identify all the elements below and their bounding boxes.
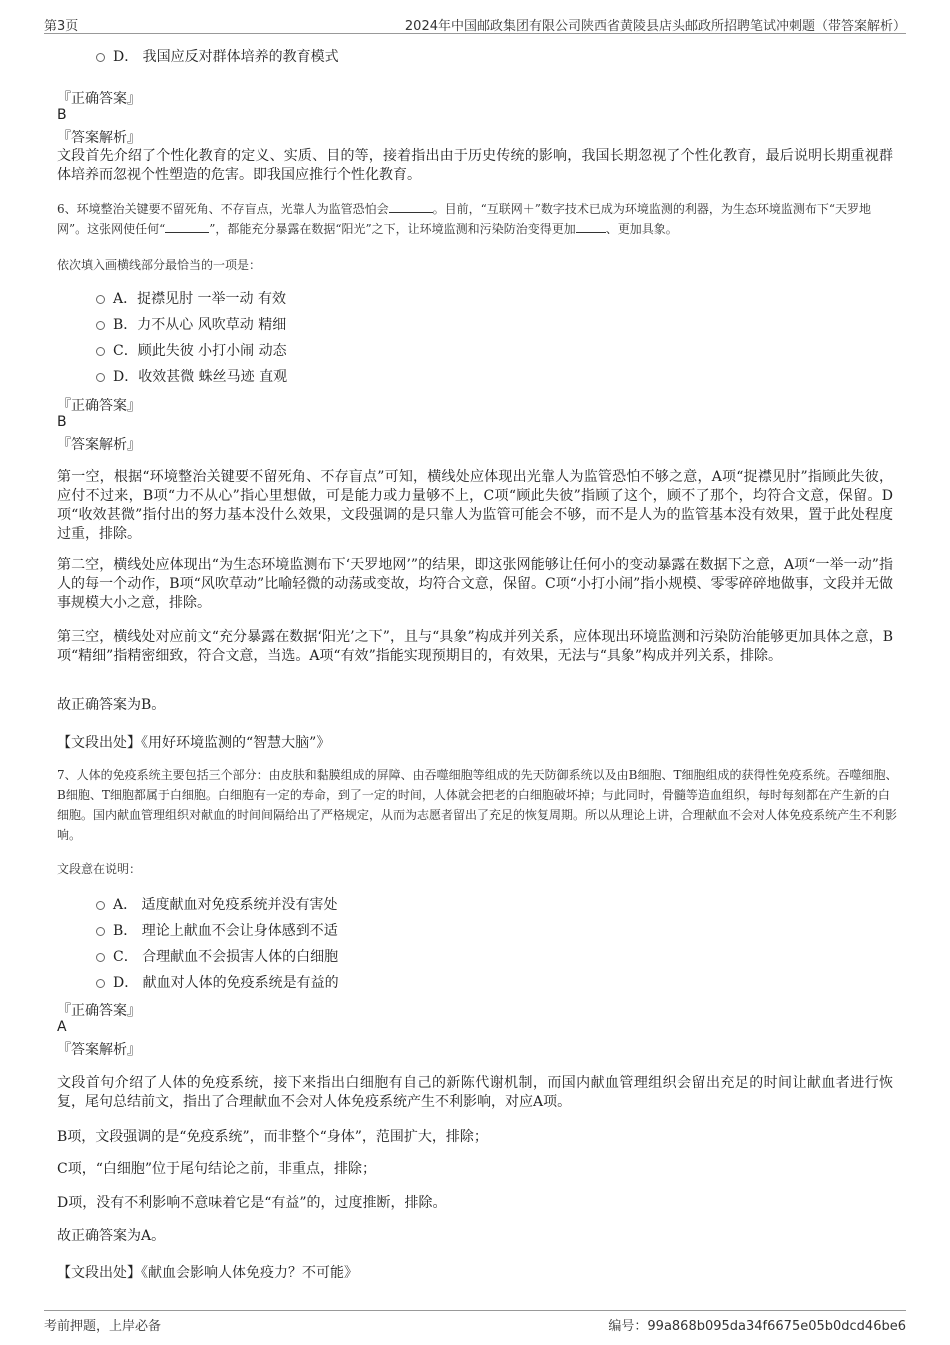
q6-option-a[interactable] xyxy=(96,290,286,308)
q5-analysis-text: 文段首先介绍了个性化教育的定义、实质、目的等，接着指出由于历史传统的影响，我国长期忽视了个性化教育，最后说明长期重视群体培养而忽视个性塑造的危害。即我国应推行个性化教育。 xyxy=(57,148,893,183)
radio-icon[interactable] xyxy=(96,927,105,936)
radio-icon[interactable] xyxy=(96,979,105,988)
q5-correct-label: 『正确答案』 xyxy=(57,91,141,107)
q6-correct-label: 『正确答案』 xyxy=(57,398,141,414)
radio-icon[interactable] xyxy=(96,901,105,910)
page-header xyxy=(44,13,906,34)
option-text: B．力不从心 风吹草动 精细 xyxy=(113,317,287,333)
q6-stem-part: 。目前，“互联网＋”数字技术已成为环境监测的利器，为生态环境监测布下“天罗地网”。这张网使任何“ xyxy=(57,202,872,236)
q6-conclusion: 故正确答案为B。 xyxy=(57,697,166,713)
blank-1 xyxy=(389,201,433,213)
q6-option-b[interactable] xyxy=(96,316,286,334)
q6-source: 【文段出处】《用好环境监测的“智慧大脑”》 xyxy=(57,735,331,751)
radio-icon[interactable] xyxy=(96,347,105,356)
q7-conclusion: 故正确答案为A。 xyxy=(57,1228,166,1244)
q5-analysis-label: 『答案解析』 xyxy=(57,130,141,146)
option-text: D． 我国应反对群体培养的教育模式 xyxy=(113,49,339,65)
q7-correct-answer: A xyxy=(57,1019,67,1035)
option-text: C．顾此失彼 小打小闹 动态 xyxy=(113,343,287,359)
q6-stem xyxy=(57,199,899,239)
q7-analysis-p1: 文段首句介绍了人体的免疫系统，接下来指出白细胞有自己的新陈代谢机制，而国内献血管理组织会留出充足的时间让献血者进行恢复，尾句总结前文，指出了合理献血不会对人体免疫系统产生不利影响，对应A项。 xyxy=(57,1075,893,1110)
option-text: A． 适度献血对免疫系统并没有害处 xyxy=(113,897,338,913)
q7-analysis-p2: B项，文段强调的是“免疫系统”，而非整个“身体”，范围扩大，排除； xyxy=(57,1129,488,1145)
blank-2 xyxy=(165,221,209,233)
option-text: D．收效甚微 蛛丝马迹 直观 xyxy=(113,369,288,385)
option-text: B． 理论上献血不会让身体感到不适 xyxy=(113,923,338,939)
q7-option-c[interactable] xyxy=(96,948,338,966)
blank-3 xyxy=(576,221,606,233)
option-text: D． 献血对人体的免疫系统是有益的 xyxy=(113,975,339,991)
q6-analysis-p3: 第三空，横线处对应前文“充分暴露在数据‘阳光’之下”，且与“具象”构成并列关系，应体现出环境监测和污染防治能够更加具体之意，B项“精细”指精密细致，符合文意，当选。A项“有效”指能实现预期目的，有效果，无法与“具象”构成并列关系，排除。 xyxy=(57,629,893,664)
page-footer xyxy=(44,1310,906,1333)
q6-stem-part: ”，都能充分暴露在数据“阳光”之下，让环境监测和污染防治变得更加 xyxy=(209,222,576,236)
q7-stem: 7、人体的免疫系统主要包括三个部分：由皮肤和黏膜组成的屏障、由吞噬细胞等组成的先天防御系统以及由B细胞、T细胞组成的获得性免疫系统。吞噬细胞、B细胞、T细胞都属于白细胞。白细胞有一定的寿命，到了一定的时间，人体就会把老的白细胞破坏掉；与此同时，骨髓等造血组织，每时每刻都在产生新的白细胞。国内献血管理组织对献血的时间间隔给出了严格规定，从而为志愿者留出了充足的恢复周期。所以从理论上讲，合理献血不会对人体免疫系统产生不利影响。 xyxy=(57,768,898,842)
document-title: 2024年中国邮政集团有限公司陕西省黄陵县店头邮政所招聘笔试冲刺题（带答案解析） xyxy=(404,19,906,34)
q7-option-b[interactable] xyxy=(96,922,338,940)
q7-source: 【文段出处】《献血会影响人体免疫力？不可能》 xyxy=(57,1265,358,1281)
q6-option-c[interactable] xyxy=(96,342,287,360)
q6-stem-part: 、更加具象。 xyxy=(605,222,678,236)
radio-icon[interactable] xyxy=(96,53,105,62)
code-label: 编号： xyxy=(608,1319,648,1334)
page-number: 第3页 xyxy=(44,19,79,34)
q7-instruction: 文段意在说明： xyxy=(57,862,142,876)
footer-slogan: 考前押题，上岸必备 xyxy=(44,1319,162,1334)
q6-analysis-p1: 第一空，根据“环境整治关键要不留死角、不存盲点”可知，横线处应体现出光靠人为监管恐怕不够之意，A项“捉襟见肘”指顾此失彼，应付不过来，B项“力不从心”指心里想做，可是能力或力量够不上，C项“顾此失彼”指顾了这个，顾不了那个，均符合文意，保留。D项“收效甚微”指付出的努力基本没什么效果，文段强调的是只靠人为监管可能会不够，而不是人为的监管基本没有效果，置于此处程度过重，排除。 xyxy=(57,469,893,542)
q5-option-d[interactable] xyxy=(96,48,339,66)
q7-analysis-label: 『答案解析』 xyxy=(57,1042,141,1058)
radio-icon[interactable] xyxy=(96,295,105,304)
radio-icon[interactable] xyxy=(96,373,105,382)
q7-option-a[interactable] xyxy=(96,896,338,914)
radio-icon[interactable] xyxy=(96,321,105,330)
option-text: A．捉襟见肘 一举一动 有效 xyxy=(113,291,287,307)
q6-stem-part: 6、环境整治关键要不留死角、不存盲点，光靠人为监管恐怕会 xyxy=(57,202,389,216)
radio-icon[interactable] xyxy=(96,953,105,962)
option-text: C． 合理献血不会损害人体的白细胞 xyxy=(113,949,339,965)
q7-option-d[interactable] xyxy=(96,974,339,992)
q6-analysis-label: 『答案解析』 xyxy=(57,437,141,453)
q6-option-d[interactable] xyxy=(96,368,287,386)
footer-code xyxy=(608,1315,906,1334)
q5-correct-answer: B xyxy=(57,107,67,123)
q7-analysis-p4: D项，没有不利影响不意味着它是“有益”的，过度推断，排除。 xyxy=(57,1195,447,1211)
q7-correct-label: 『正确答案』 xyxy=(57,1003,141,1019)
q6-correct-answer: B xyxy=(57,414,67,430)
q7-analysis-p3: C项，“白细胞”位于尾句结论之前，非重点，排除； xyxy=(57,1161,377,1177)
q6-analysis-p2: 第二空，横线处应体现出“为生态环境监测布下‘天罗地网’”的结果，即这张网能够让任何小的变动暴露在数据下之意，A项“一举一动”指人的每一个动作，B项“风吹草动”比喻轻微的动荡或变故，均符合文意，保留。C项“小打小闹”指小规模、零零碎碎地做事，文段并无做事规模大小之意，排除。 xyxy=(57,557,893,611)
code-value: 99a868b095da34f6675e05b0dcd46be6 xyxy=(647,1319,906,1334)
q6-instruction: 依次填入画横线部分最恰当的一项是： xyxy=(57,258,262,272)
